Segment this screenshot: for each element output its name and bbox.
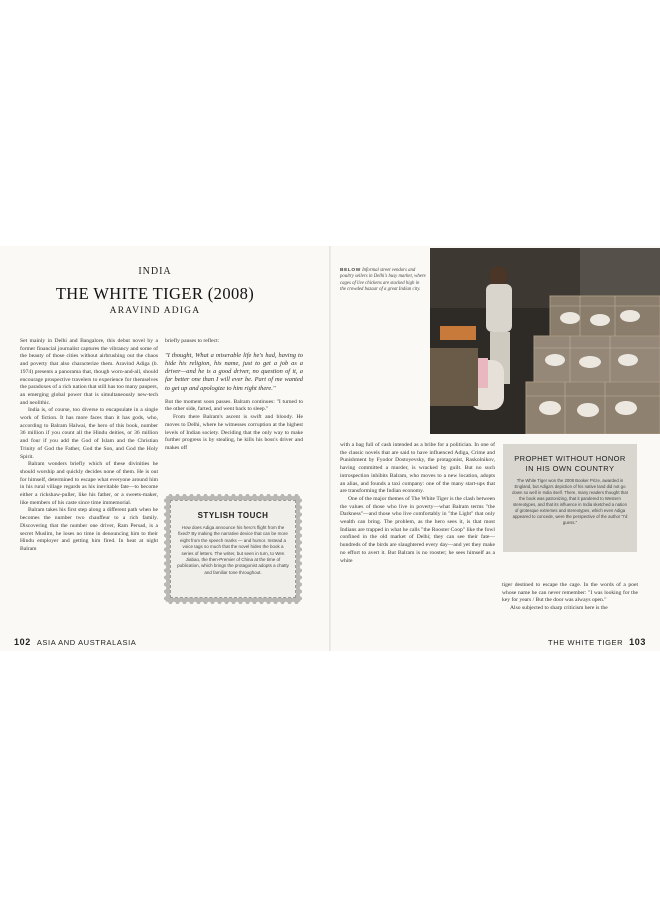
left-column-1 bbox=[20, 338, 158, 554]
market-photo bbox=[430, 248, 660, 434]
paragraph: Also subjected to sharp criticism here is the bbox=[510, 605, 608, 612]
caption-text: Informal street vendors and poultry sellers in Delhi's busy market, where cages of live chickens are stacked high in the crowded bazaar of a great Indian city. bbox=[340, 268, 426, 293]
sidebar-title-line1: PROPHET WITHOUT HONOR bbox=[514, 454, 626, 463]
sidebar-title: STYLISH TOUCH bbox=[197, 511, 269, 520]
book-title: THE WHITE TIGER (2008) bbox=[55, 284, 255, 303]
stylish-touch-sidebar bbox=[164, 494, 302, 604]
prophet-sidebar bbox=[503, 444, 637, 552]
caption-label: BELOW bbox=[340, 268, 361, 273]
sidebar-title-line2: IN HIS OWN COUNTRY bbox=[525, 463, 615, 473]
paragraph: But the moment soon passes. Balram continues: "I turned to the other side, farted, and went back to sleep." bbox=[165, 398, 303, 413]
book-spread bbox=[0, 246, 660, 651]
paragraph: Balram takes his first step along a different path when he becomes the number two chauffeur to a rich family. Discovering that the number one driver, Ram Persad, is a secret Muslim, he loses no time in denouncing him to their Hindu employer and getting him fired. In heat at night Balram bbox=[20, 507, 158, 552]
paragraph: From there Balram's ascent is swift and bloody. He moves to Delhi, where he witnesses corruption at the highest levels of Indian society. Deciding that the only way to make further progress is by stealing, he kills his boss's driver and makes off bbox=[165, 414, 303, 451]
left-column-2 bbox=[165, 338, 303, 453]
paragraph: Set mainly in Delhi and Bangalore, this debut novel by a former financial journalist captures the vibrancy and some of the beauty of those cities without airbrushing out the chaos and poverty that also characterize them. Aravind Adiga (b. 1974) presents a panorama that, though worn-and-all, should encourage prospective travelers to experience for themselves the paradoxes of a rich nation that still has too many paupers, an emerging global power that is simultaneously new-tech and neolithic. bbox=[20, 338, 158, 406]
right-column-2 bbox=[502, 582, 638, 613]
page-number: 102 bbox=[14, 637, 31, 647]
paragraph: briefly pauses to reflect: bbox=[165, 338, 220, 344]
sidebar-panel bbox=[170, 500, 296, 598]
photo-caption bbox=[340, 268, 426, 294]
sidebar-title bbox=[503, 454, 637, 473]
chicken-vendor-image bbox=[430, 248, 660, 434]
author-name: ARAVIND ADIGA bbox=[109, 306, 201, 316]
region-heading: INDIA bbox=[138, 266, 172, 277]
page-number: 103 bbox=[629, 637, 646, 647]
paragraph: One of the major themes of The White Tiger is the clash between the values of those who live in poverty—what Balram terms "the Darkness"—and those who live comfortably in "the Light" that only wealth can bring. The problem, as the hero sees it, is that most Indians are trapped in what he calls "the Rooster Coop" like the fowl confined in the old market of Delhi; they can see their fate—hundreds of the birds are slaughtered every day—and yet they make no effort to avert it. But Balram is no rooster; he sees himself as a white bbox=[340, 495, 495, 564]
section-label: THE WHITE TIGER bbox=[548, 638, 624, 647]
paragraph: with a bag full of cash intended as a bribe for a politician. In one of the classic novels that are said to have influenced Adiga, Crime and Punishment by Fyodor Dostoyevsky, the protagonist, Raskolnikov, having committed a murder, is wracked by guilt. But no such introspection inhibits Balram, who moves to a new location, adopts an alias, and founds a taxi company: one of the many start-ups that are transforming the Indian economy. bbox=[340, 442, 495, 495]
block-quote: "I thought, What a miserable life he's had, having to hide his religion, his name, just to get a job as a driver—and he is a good driver, no question of it, a far better one than I will ever be. Part of me wanted to get up and apologize to him right there." bbox=[165, 351, 303, 392]
right-column-1 bbox=[340, 442, 495, 565]
section-label: ASIA AND AUSTRALASIA bbox=[36, 638, 137, 647]
sidebar-text: How does Adiga announce his hero's flight from the fixed? By making the narrative device that can be more eight from the speech marks — and humor. Instead a voice tags so much that the novel hides the book a series of letters. The writer, but seen in turn, to Wen Jiabao, the then-Premier of China at the time of publication, which brings the protagonist adopts a chatty and familiar tone throughout. bbox=[177, 525, 289, 575]
book-gutter bbox=[329, 246, 331, 651]
left-footer bbox=[14, 637, 136, 647]
paragraph: India is, of course, too diverse to encapsulate in a single work of fiction. It has more faces than it has gods, who, according to Balram Halwai, the hero of this book, number 36 million if you count all the Hindu deities, or 36 million and four if you add the God of Islam and the Christian Trinity of God the Father, God the Son, and God the Holy Spirit. bbox=[20, 407, 158, 460]
paragraph: Balram wonders briefly which of these divinities he should worship and quickly decides none of them. He is out for himself, determined to escape what everyone around him in his rural village regards as his inevitable fate—to become either a rickshaw-puller, like his father, or a sweets-maker, like members of his caste since time immemorial. bbox=[20, 461, 158, 506]
paragraph: tiger destined to escape the cage. In the words of a poet whose name he can never remember: "I was looking for the key for years / But the door was always open." bbox=[502, 582, 638, 604]
sidebar-text: The White Tiger won the 2008 Booker Prize, awarded in England, but Adiga's depiction of his native land did not go down so well in India itself. There, many readers thought that the book was patronizing, that it pandered to Western stereotypes, and that its influence in India sketched a nation of grotesque extremes and stereotypes, which even Adiga appeared to concede, were the perspective of the author "I'd guess." bbox=[512, 478, 628, 525]
right-footer bbox=[548, 637, 646, 647]
